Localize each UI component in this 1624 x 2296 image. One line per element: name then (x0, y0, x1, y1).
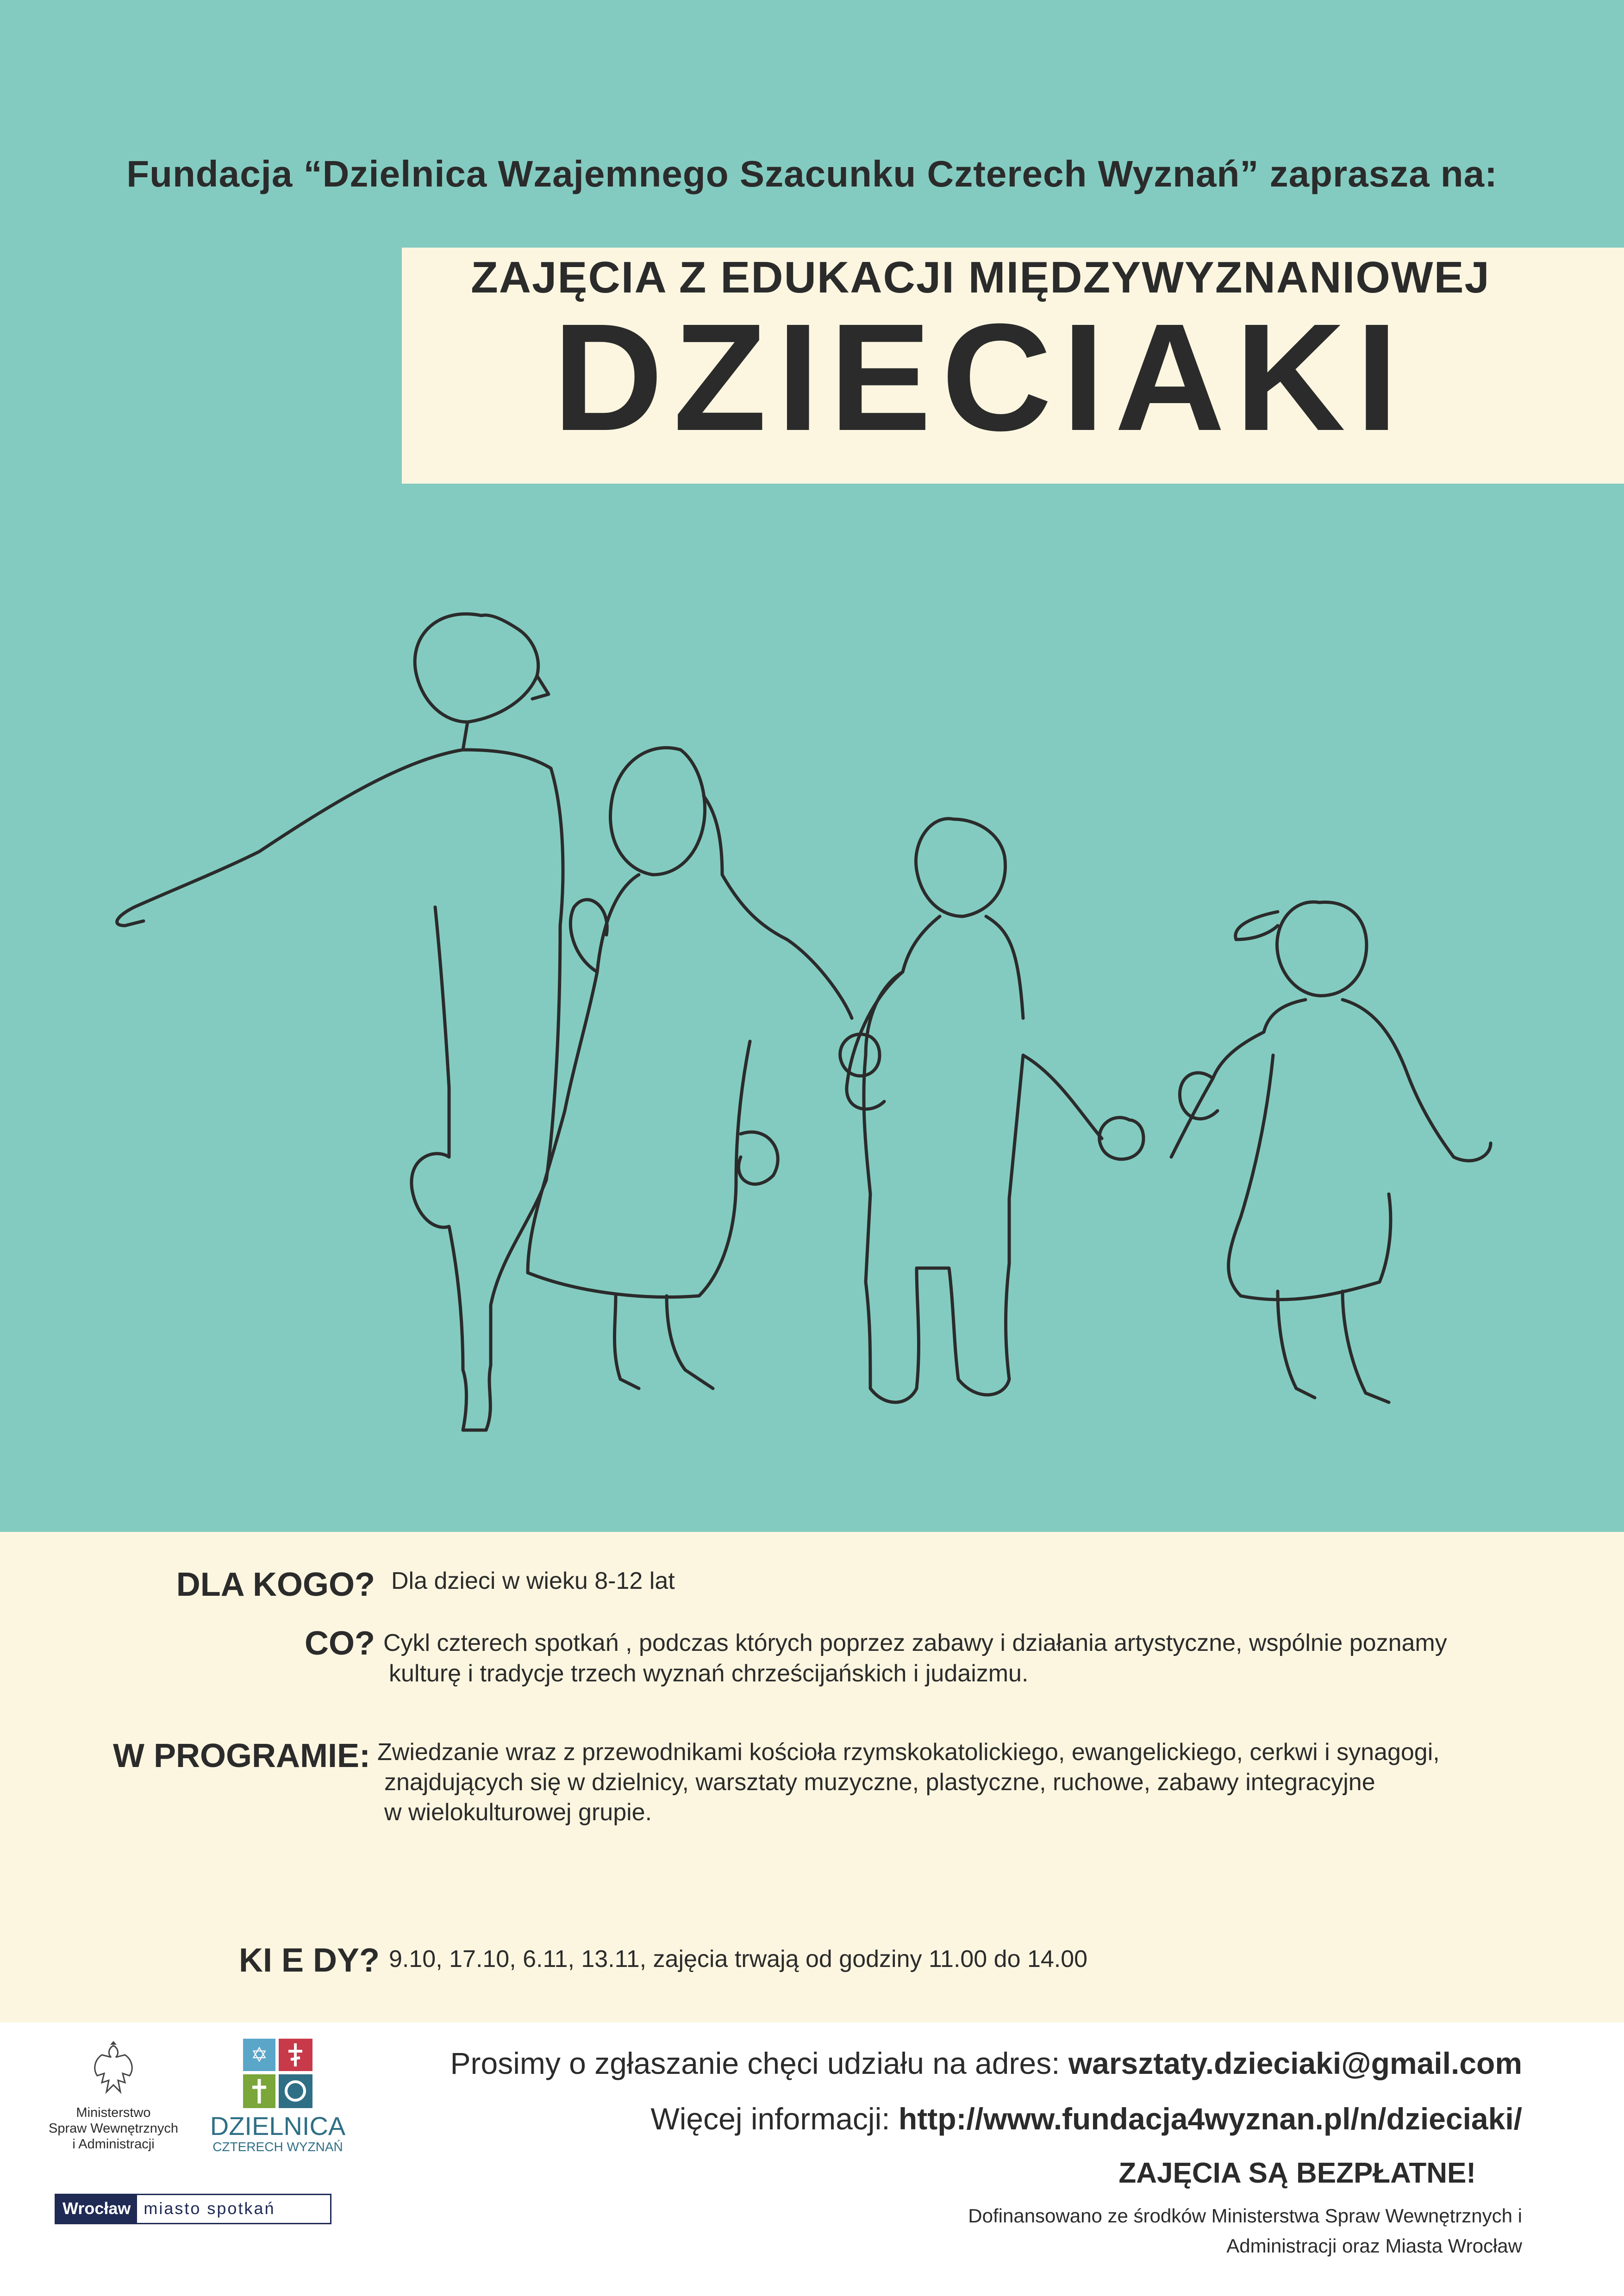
wroclaw-slogan: miasto spotkań (144, 2199, 275, 2218)
children-line-art (83, 555, 1565, 1481)
svg-text:✡: ✡ (250, 2043, 268, 2067)
more-info-url[interactable]: http://www.fundacja4wyznan.pl/n/dzieciaki/ (898, 2102, 1522, 2136)
invitation-line: Fundacja “Dzielnica Wzajemnego Szacunku Czterech Wyznań” zaprasza na: (126, 153, 1498, 194)
ministry-name-2: Spraw Wewnętrznych (49, 2121, 178, 2136)
text-dla-kogo: Dla dzieci w wieku 8-12 lat (391, 1568, 675, 1594)
wroclaw-logo (55, 2194, 331, 2224)
signup-email[interactable]: warsztaty.dzieciaki@gmail.com (1068, 2046, 1522, 2080)
child-1-figure (117, 614, 563, 1430)
text-program-1: Zwiedzanie wraz z przewodnikami kościoła rzymskokatolickiego, ewangelickiego, cerkwi i synagogi, (377, 1739, 1440, 1766)
four-faiths-tiles-icon (241, 2036, 315, 2110)
subtitle: ZAJĘCIA Z EDUKACJI MIĘDZYWYZNANIOWEJ (471, 253, 1490, 302)
signup-prefix: Prosimy o zgłaszanie chęci udziału na adres: (450, 2046, 1068, 2080)
dzielnica-sub: CZTERECH WYZNAŃ (212, 2140, 343, 2154)
hand-loop-1 (840, 1034, 880, 1076)
label-dla-kogo: DLA KOGO? (176, 1566, 375, 1603)
text-co-2: kulturę i tradycje trzech wyznań chrześcijańskich i judaizmu. (389, 1660, 1029, 1687)
ministry-logo (37, 2041, 190, 2152)
dzielnica-name: DZIELNICA (210, 2111, 346, 2140)
more-info-prefix: Więcej informacji: (650, 2102, 899, 2136)
ministry-name-3: i Administracji (72, 2137, 155, 2152)
free-notice: ZAJĘCIA SĄ BEZPŁATNE! (1118, 2157, 1476, 2189)
hand-loop-2 (1099, 1118, 1143, 1159)
label-kiedy: KI E DY? (238, 1942, 380, 1979)
signup-line (450, 2046, 1522, 2081)
text-co-1: Cykl czterech spotkań , podczas których poprzez zabawy i działania artystyczne, wspólnie poznamy (383, 1630, 1447, 1656)
label-program: W PROGRAMIE: (113, 1737, 370, 1774)
funding-line-2: Administracji oraz Miasta Wrocław (1226, 2235, 1522, 2257)
text-program-3: w wielokulturowej grupie. (384, 1799, 652, 1826)
text-kiedy: 9.10, 17.10, 6.11, 13.11, zajęcia trwają od godziny 11.00 do 14.00 (389, 1946, 1088, 1972)
main-title: DZIECIAKI (553, 292, 1408, 462)
child-2-figure (528, 748, 852, 1388)
funding-line-1: Dofinansowano ze środków Ministerstwa Spraw Wewnętrznych i (968, 2205, 1522, 2227)
wroclaw-name: Wrocław (56, 2195, 137, 2223)
dzielnica-logo (204, 2036, 352, 2154)
child-3-figure (847, 819, 1102, 1402)
label-co: CO? (305, 1625, 375, 1662)
text-program-2: znajdujących się w dzielnicy, warsztaty muzyczne, plastyczne, ruchowe, zabawy integracyjne (384, 1769, 1375, 1796)
more-info-line (650, 2101, 1522, 2136)
ministry-name-1: Ministerstwo (76, 2105, 151, 2120)
eagle-emblem-icon (88, 2041, 139, 2101)
child-4-figure (1171, 902, 1491, 1402)
